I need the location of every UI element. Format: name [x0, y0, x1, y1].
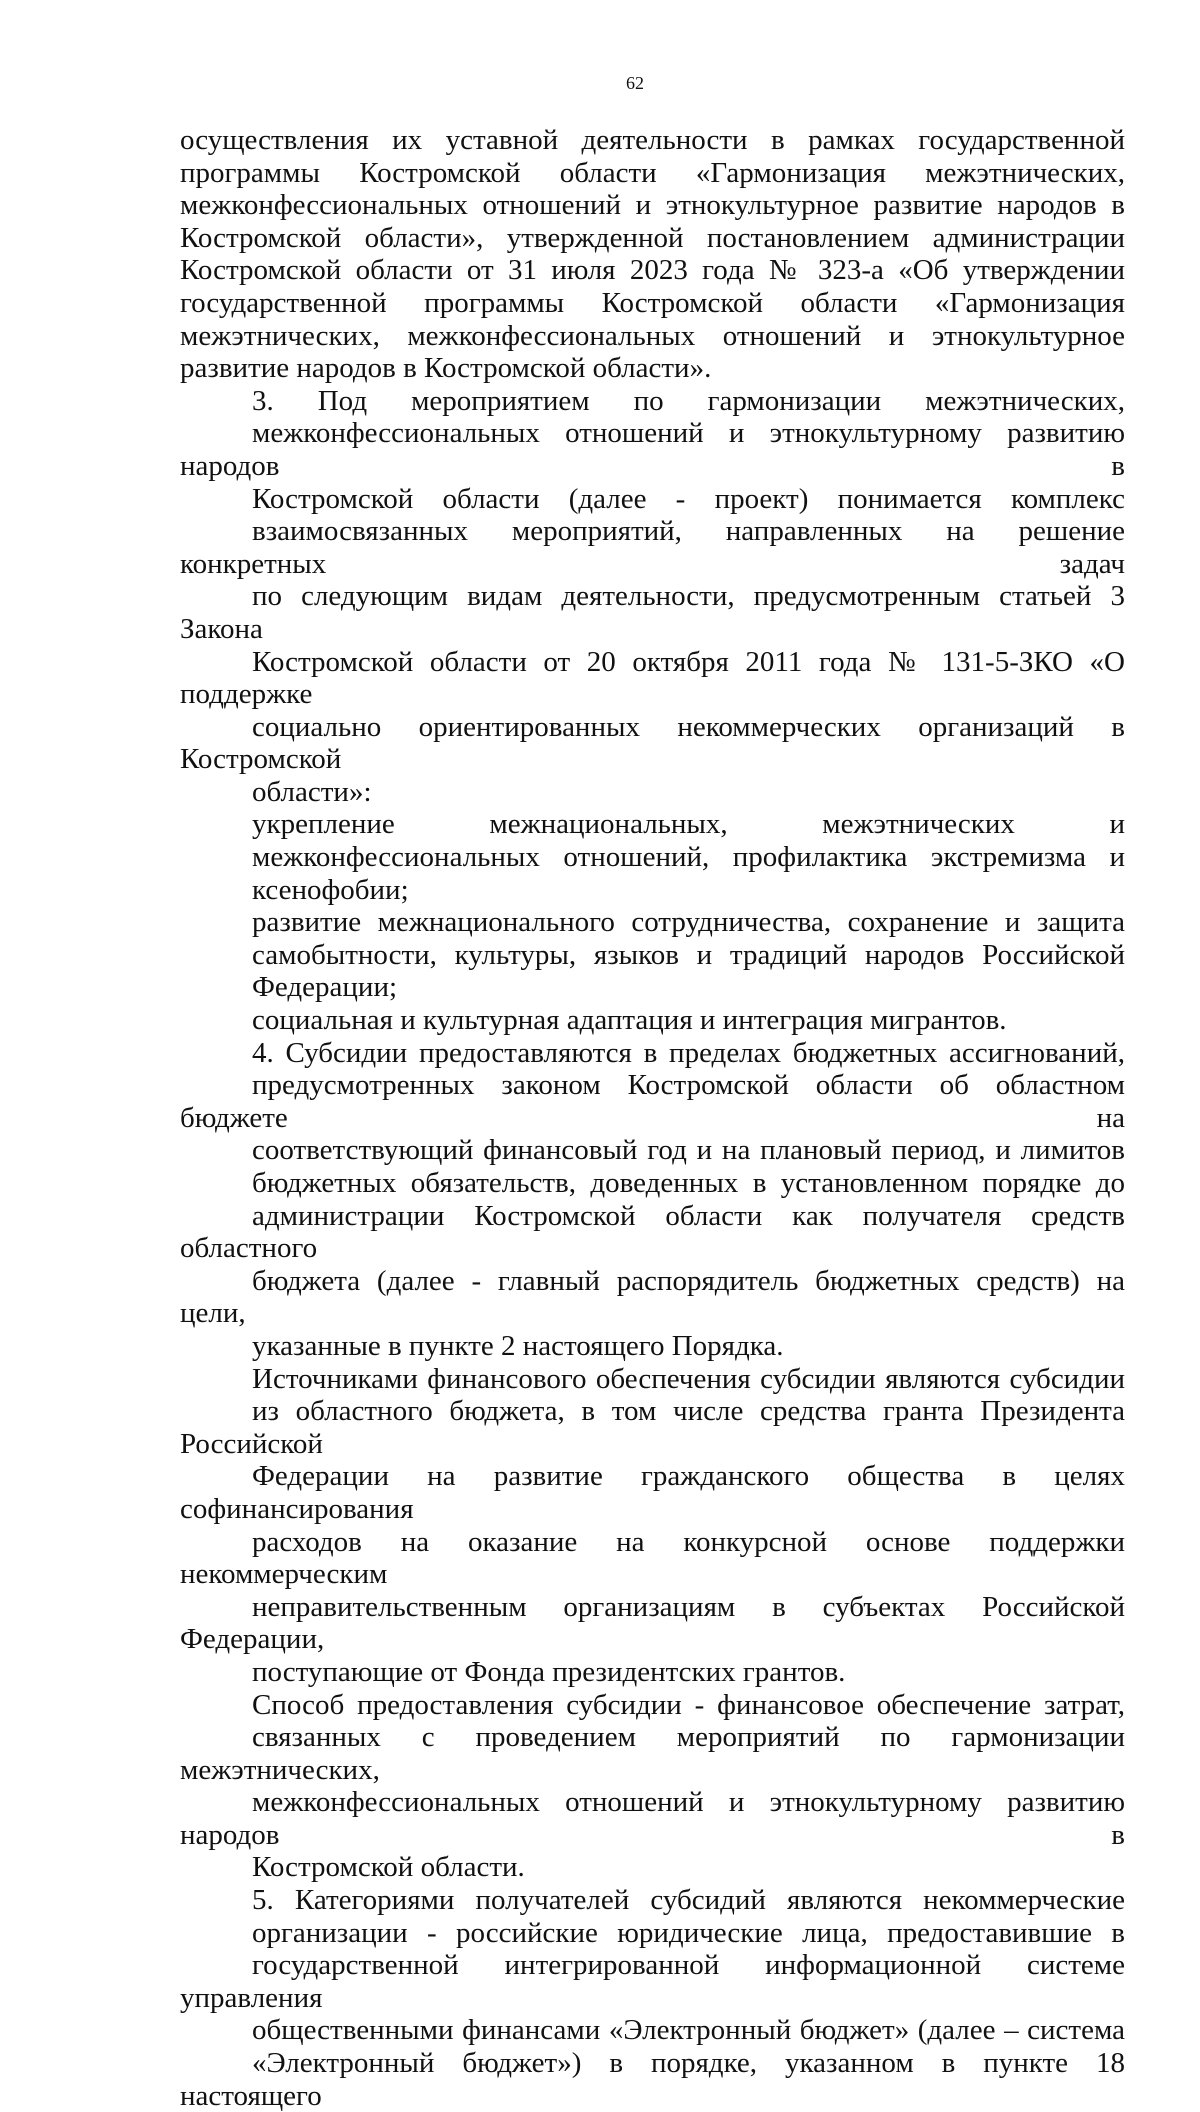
text-line: соответствующий финансовый год и на плановый период, и лимитов [252, 1134, 1125, 1167]
text-line: развитие межнационального сотрудничества, сохранение и защита [252, 906, 1125, 939]
text-line: 3. Под мероприятием по гармонизации межэтнических, [252, 384, 1125, 417]
text-line: Костромской области (далее - проект) понимается комплекс [252, 482, 1125, 515]
text-line: области»: [252, 775, 372, 808]
text-line: Источниками финансового обеспечения субсидии являются субсидии [252, 1362, 1125, 1395]
page-number: 62 [626, 73, 644, 93]
text-line: общественными финансами «Электронный бюджет» (далее – система [252, 2014, 1125, 2047]
paragraph-item-4 [180, 1037, 1125, 1363]
text-line: поступающие от Фонда президентских грантов. [252, 1655, 846, 1688]
text-line: 4. Субсидии предоставляются в пределах бюджетных ассигнований, [252, 1036, 1125, 1069]
text-line: Федерации; [252, 971, 398, 1004]
text-line: межэтнических, межконфессиональных отношений и этнокультурное [180, 319, 1125, 352]
text-line: неправительственным организациям в субъектах Российской Федерации, [180, 1590, 1125, 1656]
paragraph-funding-sources [180, 1363, 1125, 1689]
list-item-2 [180, 906, 1125, 1004]
text-line: Способ предоставления субсидии - финансовое обеспечение затрат, [252, 1688, 1125, 1721]
list-item-1 [180, 808, 1125, 906]
text-line: Костромской области от 20 октября 2011 года № 131-5-ЗКО «О поддержке [180, 645, 1125, 711]
text-line: Костромской области. [252, 1851, 525, 1884]
text-line: государственной интегрированной информационной системе управления [180, 1949, 1125, 2014]
text-line: расходов на оказание на конкурсной основе поддержки некоммерческим [180, 1525, 1125, 1591]
text-line: администрации Костромской области как получателя средств областного [180, 1199, 1125, 1265]
text-line: Костромской области», утвержденной постановлением администрации [180, 221, 1125, 254]
text-line: ксенофобии; [252, 873, 409, 906]
paragraph-item-5 [180, 1884, 1125, 2112]
text-line: бюджета (далее - главный распорядитель бюджетных средств) на цели, [180, 1264, 1125, 1330]
text-line: «Электронный бюджет») в порядке, указанном в пункте 18 настоящего [180, 2047, 1125, 2112]
text-line: бюджетных обязательств, доведенных в установленном порядке до [252, 1167, 1125, 1199]
text-line: по следующим видам деятельности, предусмотренным статьей 3 Закона [180, 580, 1125, 645]
document-body [180, 124, 1125, 2112]
text-line: развитие народов в Костромской области». [180, 352, 712, 385]
paragraph-subsidy-method [180, 1689, 1125, 1885]
text-line: взаимосвязанных мероприятий, направленных на решение конкретных задач [180, 515, 1125, 580]
text-line: из областного бюджета, в том числе средства гранта Президента Российской [180, 1395, 1125, 1460]
text-line: организации - российские юридические лица, предоставившие в [252, 1916, 1125, 1949]
text-line: социальная и культурная адаптация и интеграция мигрантов. [252, 1004, 1007, 1037]
text-line: предусмотренных законом Костромской области об областном бюджете на [180, 1069, 1125, 1134]
text-line: 5. Категориями получателей субсидий являются некоммерческие [252, 1884, 1125, 1917]
paragraph-1 [180, 124, 1125, 385]
list-item-3 [180, 1004, 1125, 1037]
text-line: связанных с проведением мероприятий по гармонизации межэтнических, [180, 1721, 1125, 1786]
text-line: Костромской области от 31 июля 2023 года № 323-а «Об утверждении [180, 254, 1125, 287]
paragraph-item-3 [180, 385, 1125, 809]
text-line: межконфессиональных отношений и этнокультурному развитию народов в [180, 1786, 1125, 1851]
text-line: программы Костромской области «Гармонизация межэтнических, [180, 156, 1125, 189]
text-line: межконфессиональных отношений, профилактика экстремизма и [252, 841, 1125, 874]
text-line: государственной программы Костромской области «Гармонизация [180, 286, 1125, 319]
text-line: межконфессиональных отношений и этнокультурному развитию народов в [180, 417, 1125, 482]
text-line: межконфессиональных отношений и этнокультурное развитие народов в [180, 189, 1125, 222]
text-line: укрепление межнациональных, межэтнических и [252, 808, 1125, 841]
text-line: самобытности, культуры, языков и традиций народов Российской [252, 938, 1125, 971]
text-line: Федерации на развитие гражданского общества в целях софинансирования [180, 1460, 1125, 1525]
text-line: указанные в пункте 2 настоящего Порядка. [252, 1329, 784, 1362]
text-line: осуществления их уставной деятельности в рамках государственной [180, 124, 1125, 156]
text-line: социально ориентированных некоммерческих организаций в Костромской [180, 710, 1125, 776]
